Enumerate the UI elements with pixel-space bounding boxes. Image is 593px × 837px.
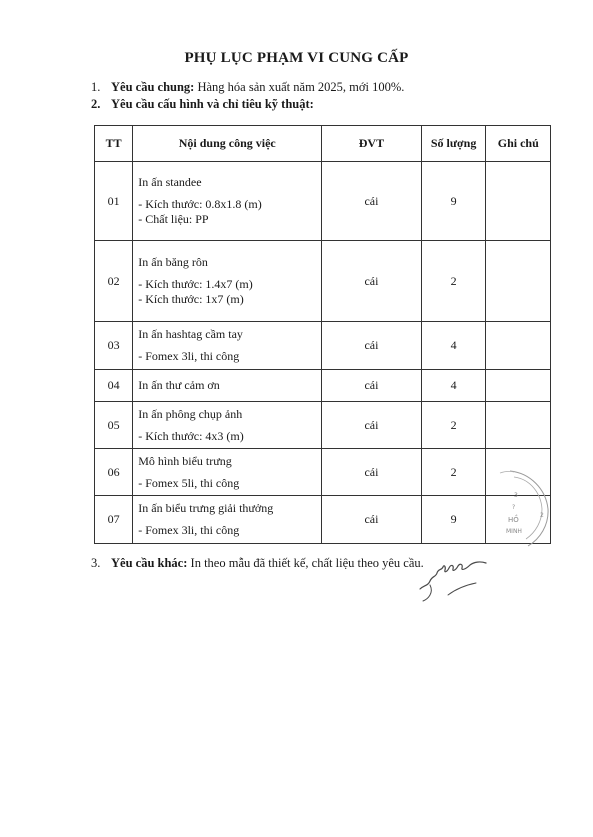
row-tt: 01: [95, 162, 133, 241]
row-title: In ấn thư cảm ơn: [138, 378, 220, 392]
row-quantity: 4: [421, 322, 486, 370]
requirement-number: 2.: [91, 97, 101, 111]
row-tt: 03: [95, 322, 133, 370]
row-tt: 06: [95, 449, 133, 496]
row-content: [133, 162, 322, 241]
row-detail: - Fomex 5li, thi công: [138, 475, 240, 490]
row-quantity: 2: [421, 241, 486, 322]
row-note: [486, 370, 551, 402]
table-row: [95, 370, 551, 402]
row-content: [133, 370, 322, 402]
table-header-row: [95, 126, 551, 162]
requirement-label: Yêu cầu chung:: [111, 80, 195, 94]
row-content: [133, 241, 322, 322]
row-unit: cái: [322, 241, 421, 322]
row-unit: cái: [322, 449, 421, 496]
row-note: [486, 402, 551, 449]
row-quantity: 2: [421, 402, 486, 449]
requirement-label: Yêu cầu cấu hình và chỉ tiêu kỹ thuật:: [111, 97, 314, 111]
row-note: [486, 162, 551, 241]
requirement-general: [91, 80, 404, 95]
row-quantity: 9: [421, 162, 486, 241]
requirement-spec: [91, 97, 314, 112]
stamp-text: ?: [512, 504, 516, 511]
row-note: [486, 322, 551, 370]
requirement-number: 3.: [91, 556, 101, 570]
row-unit: cái: [322, 162, 421, 241]
row-title: In ấn băng rôn: [138, 255, 208, 269]
header-content: Nội dung công việc: [133, 126, 322, 162]
table-row: [95, 322, 551, 370]
row-unit: cái: [322, 322, 421, 370]
row-title: In ấn biểu trưng giải thưởng: [138, 501, 274, 515]
table-row: [95, 402, 551, 449]
row-title: In ấn phông chụp ảnh: [138, 406, 243, 421]
row-detail: - Kích thước: 1x7 (m): [138, 292, 244, 306]
row-content: [133, 449, 322, 496]
document-title: PHỤ LỤC PHẠM VI CUNG CẤP: [184, 50, 409, 66]
row-tt: 02: [95, 241, 133, 322]
row-quantity: 4: [421, 370, 486, 402]
row-note: [486, 241, 551, 322]
row-tt: 04: [95, 370, 133, 402]
row-unit: cái: [322, 496, 421, 544]
row-title: In ấn hashtag cầm tay: [138, 327, 243, 341]
row-content: [133, 402, 322, 449]
row-title: Mô hình biểu trưng: [138, 453, 232, 468]
row-unit: cái: [322, 370, 421, 402]
row-quantity: 2: [421, 449, 486, 496]
table-row: [95, 162, 551, 241]
stamp-text: 3: [514, 492, 518, 499]
header-unit: ĐVT: [322, 126, 421, 162]
requirement-label: Yêu cầu khác:: [111, 556, 188, 570]
row-detail: - Fomex 3li, thi công: [138, 523, 240, 537]
stamp-seal: [470, 467, 552, 549]
row-detail: - Chất liệu: PP: [138, 212, 209, 226]
requirement-text: Hàng hóa sản xuất năm 2025, mới 100%.: [194, 80, 405, 94]
row-detail: - Kích thước: 4x3 (m): [138, 428, 244, 443]
row-detail: - Kích thước: 1.4x7 (m): [138, 277, 253, 291]
row-tt: 07: [95, 496, 133, 544]
stamp-text: HỒ: [508, 516, 519, 524]
row-detail: - Fomex 3li, thi công: [138, 349, 240, 363]
requirement-text: In theo mẫu đã thiết kế, chất liệu theo yêu cầu.: [187, 556, 424, 570]
stamp-text: 2: [540, 512, 544, 519]
row-content: [133, 496, 322, 544]
header-note: Ghi chú: [486, 126, 551, 162]
row-content: [133, 322, 322, 370]
header-quantity: Số lượng: [421, 126, 486, 162]
signature: [418, 555, 493, 605]
row-title: In ấn standee: [138, 175, 202, 189]
requirement-number: 1.: [91, 80, 101, 94]
header-tt: TT: [95, 126, 133, 162]
requirement-other: [91, 556, 424, 571]
stamp-text: MINH: [506, 528, 522, 535]
row-detail: - Kích thước: 0.8x1.8 (m): [138, 197, 262, 211]
row-tt: 05: [95, 402, 133, 449]
row-unit: cái: [322, 402, 421, 449]
table-row: [95, 241, 551, 322]
row-quantity: 9: [421, 496, 486, 544]
